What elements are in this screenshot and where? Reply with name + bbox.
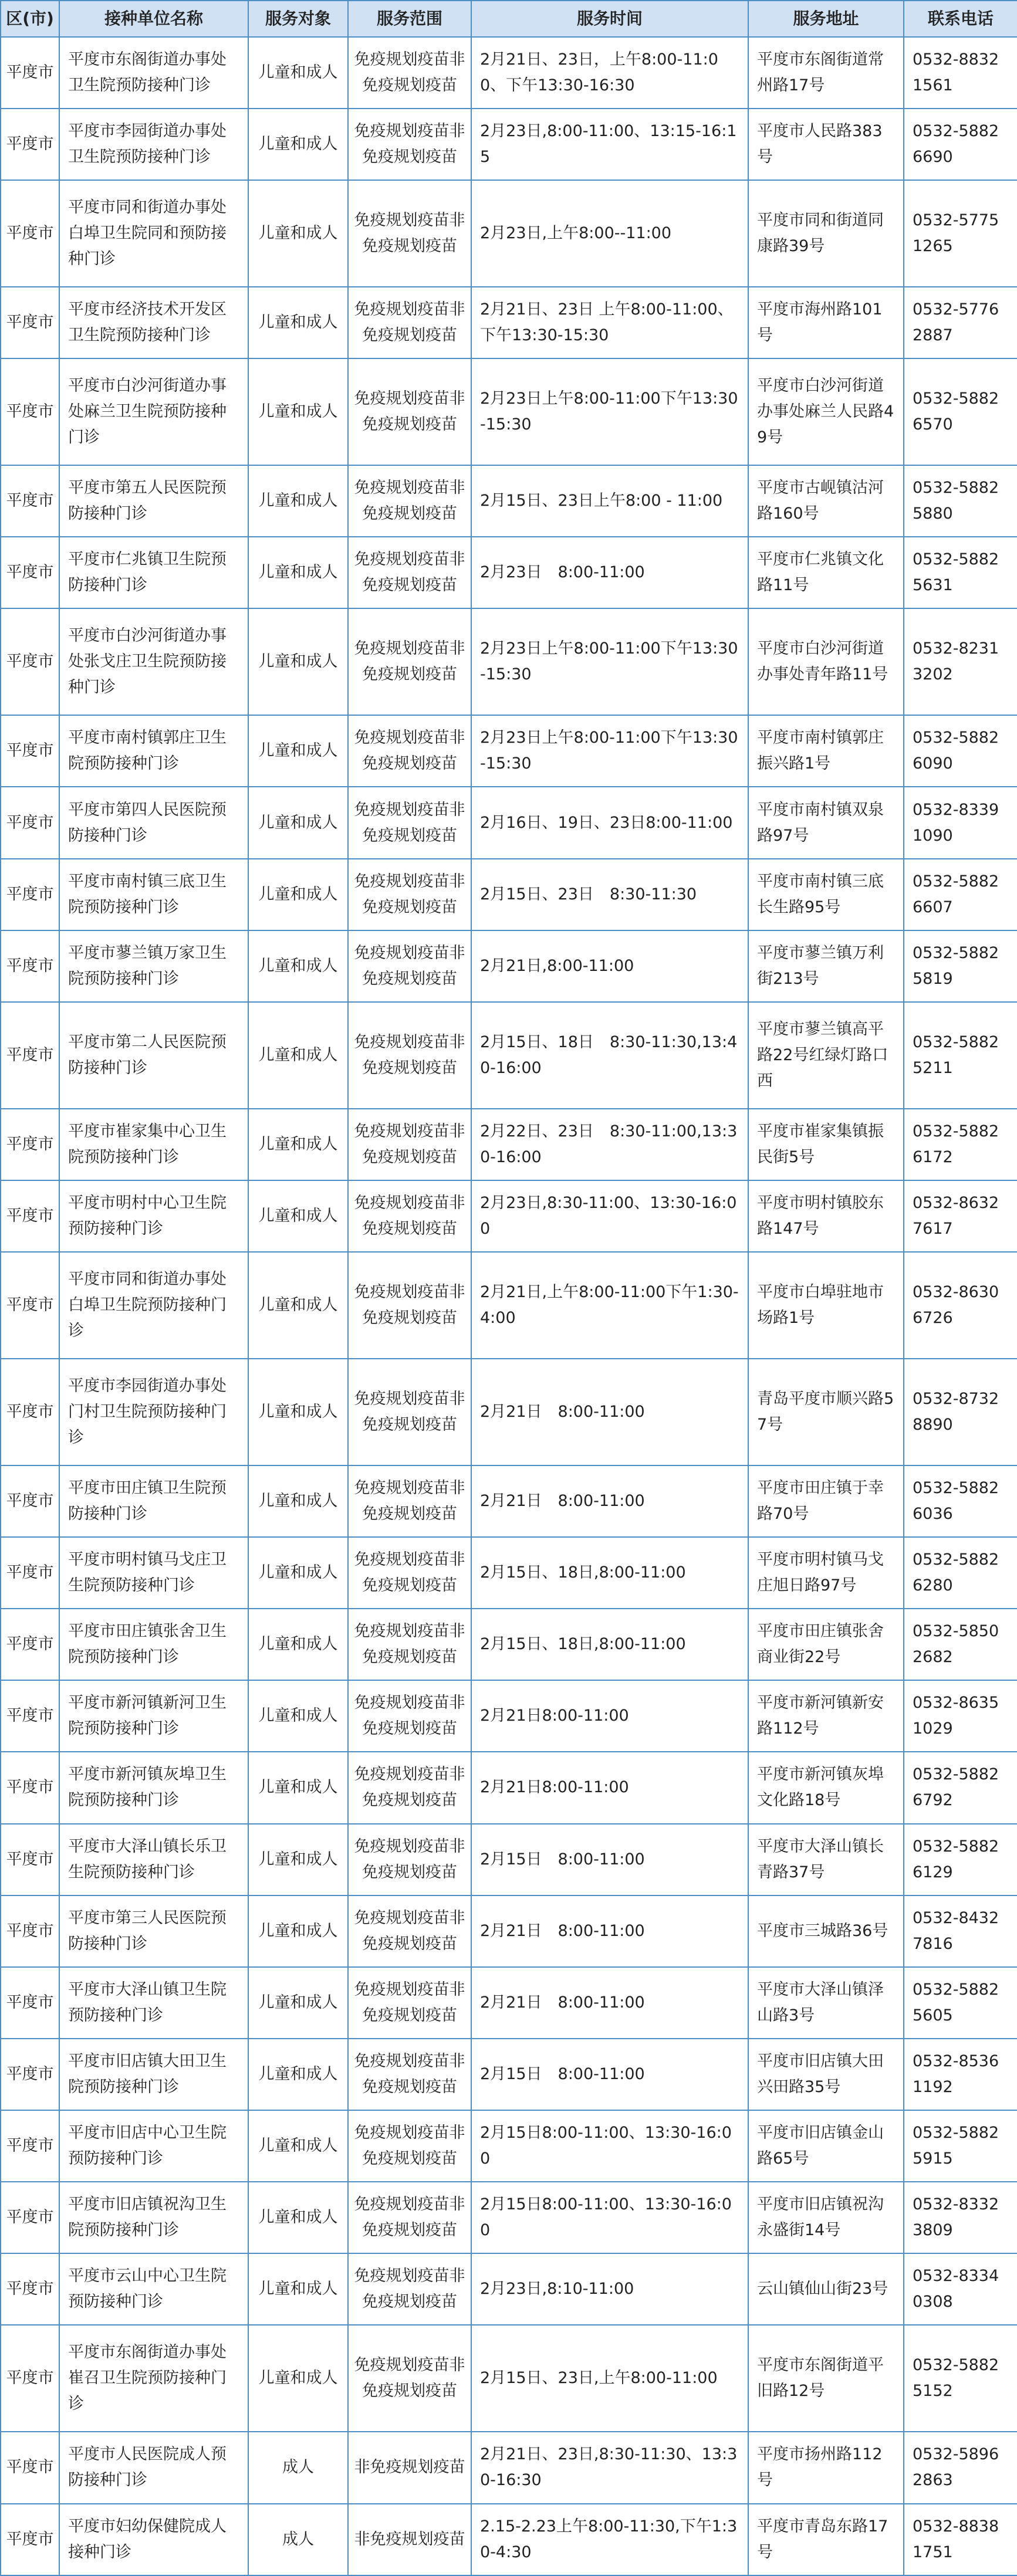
- phone-cell: 0532-58826792: [904, 1752, 1017, 1823]
- table-row: [1, 1609, 1017, 1680]
- district-cell: 平度市: [1, 859, 59, 930]
- service-target-cell: 儿童和成人: [248, 1002, 348, 1109]
- service-address-cell: 平度市白沙河街道办事处麻兰人民路49号: [748, 358, 904, 465]
- service-target-cell: 儿童和成人: [248, 1359, 348, 1465]
- phone-cell: 0532-86327617: [904, 1180, 1017, 1252]
- unit-name-cell: 平度市人民医院成人预防接种门诊: [59, 2432, 248, 2503]
- district-cell: 平度市: [1, 537, 59, 608]
- phone-cell: 0532-58825152: [904, 2325, 1017, 2432]
- phone-cell: 0532-83340308: [904, 2253, 1017, 2325]
- table-row: [1, 1465, 1017, 1537]
- unit-name-cell: 平度市云山中心卫生院预防接种门诊: [59, 2253, 248, 2325]
- district-cell: 平度市: [1, 2182, 59, 2253]
- service-scope-cell: 免疫规划疫苗非免疫规划疫苗: [348, 1537, 471, 1609]
- service-address-cell: 平度市新河镇灰埠文化路18号: [748, 1752, 904, 1823]
- district-cell: 平度市: [1, 608, 59, 715]
- unit-name-cell: 平度市旧店镇大田卫生院预防接种门诊: [59, 2039, 248, 2110]
- table-row: [1, 287, 1017, 358]
- service-time-cell: 2月21日、23日 上午8:00-11:00、下午13:30-15:30: [471, 287, 748, 358]
- service-scope-cell: 免疫规划疫苗非免疫规划疫苗: [348, 1109, 471, 1180]
- phone-cell: 0532-84327816: [904, 1895, 1017, 1967]
- service-scope-cell: 免疫规划疫苗非免疫规划疫苗: [348, 859, 471, 930]
- service-time-cell: 2月15日、18日,8:00-11:00: [471, 1609, 748, 1680]
- service-scope-cell: 免疫规划疫苗非免疫规划疫苗: [348, 2110, 471, 2182]
- table-row: [1, 1252, 1017, 1359]
- unit-name-cell: 平度市旧店中心卫生院预防接种门诊: [59, 2110, 248, 2182]
- service-scope-cell: 免疫规划疫苗非免疫规划疫苗: [348, 109, 471, 180]
- table-row: [1, 859, 1017, 930]
- service-address-cell: 平度市三城路36号: [748, 1895, 904, 1967]
- district-cell: 平度市: [1, 1002, 59, 1109]
- table-body: [1, 37, 1017, 2575]
- phone-cell: 0532-58825605: [904, 1967, 1017, 2039]
- unit-name-cell: 平度市新河镇新河卫生院预防接种门诊: [59, 1680, 248, 1752]
- unit-name-cell: 平度市第五人民医院预防接种门诊: [59, 465, 248, 537]
- service-address-cell: 平度市新河镇新安路112号: [748, 1680, 904, 1752]
- service-time-cell: 2月23日上午8:00-11:00下午13:30-15:30: [471, 608, 748, 715]
- table-row: [1, 465, 1017, 537]
- district-cell: 平度市: [1, 109, 59, 180]
- phone-cell: 0532-58826607: [904, 859, 1017, 930]
- service-target-cell: 儿童和成人: [248, 1609, 348, 1680]
- unit-name-cell: 平度市同和街道办事处白埠卫生院同和预防接种门诊: [59, 180, 248, 287]
- table-row: [1, 2504, 1017, 2576]
- district-cell: 平度市: [1, 1967, 59, 2039]
- table-row: [1, 109, 1017, 180]
- district-cell: 平度市: [1, 1465, 59, 1537]
- service-time-cell: 2月22日、23日 8:30-11:00,13:30-16:00: [471, 1109, 748, 1180]
- service-target-cell: 儿童和成人: [248, 608, 348, 715]
- service-address-cell: 平度市白沙河街道办事处青年路11号: [748, 608, 904, 715]
- district-cell: 平度市: [1, 715, 59, 787]
- service-scope-cell: 免疫规划疫苗非免疫规划疫苗: [348, 1680, 471, 1752]
- district-cell: 平度市: [1, 2325, 59, 2432]
- service-scope-cell: 免疫规划疫苗非免疫规划疫苗: [348, 1967, 471, 2039]
- unit-name-cell: 平度市第二人民医院预防接种门诊: [59, 1002, 248, 1109]
- unit-name-cell: 平度市崔家集中心卫生院预防接种门诊: [59, 1109, 248, 1180]
- service-address-cell: 平度市蓼兰镇万利街213号: [748, 930, 904, 1002]
- table-row: [1, 2432, 1017, 2503]
- table-row: [1, 2253, 1017, 2325]
- table-row: [1, 1002, 1017, 1109]
- service-scope-cell: 免疫规划疫苗非免疫规划疫苗: [348, 2182, 471, 2253]
- phone-cell: 0532-58502682: [904, 1609, 1017, 1680]
- service-time-cell: 2月23日上午8:00-11:00下午13:30-15:30: [471, 358, 748, 465]
- unit-name-cell: 平度市白沙河街道办事处张戈庄卫生院预防接种门诊: [59, 608, 248, 715]
- unit-name-cell: 平度市大泽山镇卫生院预防接种门诊: [59, 1967, 248, 2039]
- table-row: [1, 1824, 1017, 1895]
- district-cell: 平度市: [1, 287, 59, 358]
- service-address-cell: 平度市旧店镇祝沟永盛街14号: [748, 2182, 904, 2253]
- district-cell: 平度市: [1, 1109, 59, 1180]
- service-target-cell: 儿童和成人: [248, 1752, 348, 1823]
- table-row: [1, 715, 1017, 787]
- service-time-cell: 2月21日 8:00-11:00: [471, 1465, 748, 1537]
- district-cell: 平度市: [1, 1824, 59, 1895]
- service-time-cell: 2月21日、23日,8:30-11:30、13:30-16:30: [471, 2432, 748, 2503]
- service-target-cell: 儿童和成人: [248, 1967, 348, 2039]
- service-time-cell: 2月23日,8:10-11:00: [471, 2253, 748, 2325]
- service-scope-cell: 免疫规划疫苗非免疫规划疫苗: [348, 1252, 471, 1359]
- service-time-cell: 2.15-2.23上午8:00-11:30,下午1:30-4:30: [471, 2504, 748, 2576]
- phone-cell: 0532-58825915: [904, 2110, 1017, 2182]
- service-time-cell: 2月16日、19日、23日8:00-11:00: [471, 787, 748, 858]
- header-service-target: 服务对象: [248, 1, 348, 37]
- district-cell: 平度市: [1, 930, 59, 1002]
- service-time-cell: 2月15日、23日 8:30-11:30: [471, 859, 748, 930]
- service-scope-cell: 免疫规划疫苗非免疫规划疫苗: [348, 930, 471, 1002]
- service-target-cell: 儿童和成人: [248, 787, 348, 858]
- service-address-cell: 平度市白埠驻地市场路1号: [748, 1252, 904, 1359]
- service-time-cell: 2月15日、18日,8:00-11:00: [471, 1537, 748, 1609]
- service-address-cell: 平度市海州路101号: [748, 287, 904, 358]
- header-row: [1, 1, 1017, 37]
- service-target-cell: 成人: [248, 2504, 348, 2576]
- phone-cell: 0532-57751265: [904, 180, 1017, 287]
- phone-cell: 0532-58826036: [904, 1465, 1017, 1537]
- service-target-cell: 儿童和成人: [248, 2110, 348, 2182]
- service-scope-cell: 免疫规划疫苗非免疫规划疫苗: [348, 358, 471, 465]
- header-unit-name: 接种单位名称: [59, 1, 248, 37]
- phone-cell: 0532-58825819: [904, 930, 1017, 1002]
- service-time-cell: 2月15日 8:00-11:00: [471, 1824, 748, 1895]
- district-cell: 平度市: [1, 358, 59, 465]
- service-address-cell: 平度市仁兆镇文化路11号: [748, 537, 904, 608]
- service-address-cell: 平度市大泽山镇泽山路3号: [748, 1967, 904, 2039]
- service-time-cell: 2月15日8:00-11:00、13:30-16:00: [471, 2110, 748, 2182]
- service-scope-cell: 免疫规划疫苗非免疫规划疫苗: [348, 787, 471, 858]
- phone-cell: 0532-88381751: [904, 2504, 1017, 2576]
- service-target-cell: 儿童和成人: [248, 1252, 348, 1359]
- table-row: [1, 930, 1017, 1002]
- district-cell: 平度市: [1, 2253, 59, 2325]
- table-row: [1, 180, 1017, 287]
- district-cell: 平度市: [1, 1895, 59, 1967]
- service-scope-cell: 免疫规划疫苗非免疫规划疫苗: [348, 608, 471, 715]
- service-target-cell: 儿童和成人: [248, 287, 348, 358]
- district-cell: 平度市: [1, 2504, 59, 2576]
- service-target-cell: 儿童和成人: [248, 465, 348, 537]
- service-scope-cell: 免疫规划疫苗非免疫规划疫苗: [348, 180, 471, 287]
- phone-cell: 0532-85361192: [904, 2039, 1017, 2110]
- phone-cell: 0532-58826090: [904, 715, 1017, 787]
- service-address-cell: 平度市南村镇三底长生路95号: [748, 859, 904, 930]
- service-scope-cell: 免疫规划疫苗非免疫规划疫苗: [348, 37, 471, 109]
- unit-name-cell: 平度市田庄镇张舍卫生院预防接种门诊: [59, 1609, 248, 1680]
- service-time-cell: 2月15日、23日,上午8:00-11:00: [471, 2325, 748, 2432]
- service-time-cell: 2月21日 8:00-11:00: [471, 1895, 748, 1967]
- unit-name-cell: 平度市妇幼保健院成人接种门诊: [59, 2504, 248, 2576]
- service-scope-cell: 免疫规划疫苗非免疫规划疫苗: [348, 1465, 471, 1537]
- service-target-cell: 儿童和成人: [248, 1895, 348, 1967]
- service-address-cell: 云山镇仙山街23号: [748, 2253, 904, 2325]
- service-time-cell: 2月15日 8:00-11:00: [471, 2039, 748, 2110]
- service-address-cell: 平度市崔家集镇振民街5号: [748, 1109, 904, 1180]
- service-time-cell: 2月21日 8:00-11:00: [471, 1359, 748, 1465]
- service-address-cell: 平度市东阁街道常州路17号: [748, 37, 904, 109]
- phone-cell: 0532-58826172: [904, 1109, 1017, 1180]
- service-scope-cell: 免疫规划疫苗非免疫规划疫苗: [348, 2253, 471, 2325]
- service-time-cell: 2月21日,8:00-11:00: [471, 930, 748, 1002]
- service-time-cell: 2月15日、18日 8:30-11:30,13:40-16:00: [471, 1002, 748, 1109]
- service-time-cell: 2月15日、23日上午8:00 - 11:00: [471, 465, 748, 537]
- service-target-cell: 儿童和成人: [248, 2182, 348, 2253]
- service-scope-cell: 免疫规划疫苗非免疫规划疫苗: [348, 1359, 471, 1465]
- district-cell: 平度市: [1, 465, 59, 537]
- table-row: [1, 1680, 1017, 1752]
- table-row: [1, 358, 1017, 465]
- phone-cell: 0532-82313202: [904, 608, 1017, 715]
- unit-name-cell: 平度市仁兆镇卫生院预防接种门诊: [59, 537, 248, 608]
- service-address-cell: 平度市蓼兰镇高平路22号红绿灯路口西: [748, 1002, 904, 1109]
- service-scope-cell: 免疫规划疫苗非免疫规划疫苗: [348, 1002, 471, 1109]
- service-address-cell: 平度市南村镇双泉路97号: [748, 787, 904, 858]
- unit-name-cell: 平度市李园街道办事处门村卫生院预防接种门诊: [59, 1359, 248, 1465]
- district-cell: 平度市: [1, 37, 59, 109]
- service-target-cell: 儿童和成人: [248, 1465, 348, 1537]
- district-cell: 平度市: [1, 787, 59, 858]
- district-cell: 平度市: [1, 1609, 59, 1680]
- service-target-cell: 儿童和成人: [248, 1680, 348, 1752]
- unit-name-cell: 平度市同和街道办事处白埠卫生院预防接种门诊: [59, 1252, 248, 1359]
- table-row: [1, 1109, 1017, 1180]
- unit-name-cell: 平度市李园街道办事处卫生院预防接种门诊: [59, 109, 248, 180]
- service-target-cell: 成人: [248, 2432, 348, 2503]
- service-scope-cell: 免疫规划疫苗非免疫规划疫苗: [348, 1824, 471, 1895]
- service-address-cell: 平度市田庄镇张舍商业街22号: [748, 1609, 904, 1680]
- service-address-cell: 平度市东阁街道平旧路12号: [748, 2325, 904, 2432]
- service-time-cell: 2月23日,上午8:00--11:00: [471, 180, 748, 287]
- header-service-scope: 服务范围: [348, 1, 471, 37]
- unit-name-cell: 平度市蓼兰镇万家卫生院预防接种门诊: [59, 930, 248, 1002]
- unit-name-cell: 平度市明村中心卫生院预防接种门诊: [59, 1180, 248, 1252]
- service-address-cell: 平度市旧店镇金山路65号: [748, 2110, 904, 2182]
- service-address-cell: 平度市明村镇马戈庄旭日路97号: [748, 1537, 904, 1609]
- table-row: [1, 1752, 1017, 1823]
- service-scope-cell: 免疫规划疫苗非免疫规划疫苗: [348, 1180, 471, 1252]
- service-target-cell: 儿童和成人: [248, 1537, 348, 1609]
- table-row: [1, 608, 1017, 715]
- unit-name-cell: 平度市南村镇三底卫生院预防接种门诊: [59, 859, 248, 930]
- district-cell: 平度市: [1, 2432, 59, 2503]
- service-address-cell: 平度市同和街道同康路39号: [748, 180, 904, 287]
- service-target-cell: 儿童和成人: [248, 180, 348, 287]
- district-cell: 平度市: [1, 1537, 59, 1609]
- service-target-cell: 儿童和成人: [248, 859, 348, 930]
- district-cell: 平度市: [1, 2110, 59, 2182]
- phone-cell: 0532-86351029: [904, 1680, 1017, 1752]
- unit-name-cell: 平度市明村镇马戈庄卫生院预防接种门诊: [59, 1537, 248, 1609]
- service-target-cell: 儿童和成人: [248, 537, 348, 608]
- service-address-cell: 平度市明村镇胶东路147号: [748, 1180, 904, 1252]
- service-time-cell: 2月21日8:00-11:00: [471, 1680, 748, 1752]
- service-time-cell: 2月23日上午8:00-11:00下午13:30-15:30: [471, 715, 748, 787]
- district-cell: 平度市: [1, 2039, 59, 2110]
- phone-cell: 0532-83323809: [904, 2182, 1017, 2253]
- service-scope-cell: 非免疫规划疫苗: [348, 2432, 471, 2503]
- service-address-cell: 平度市青岛东路17号: [748, 2504, 904, 2576]
- table-row: [1, 2110, 1017, 2182]
- service-time-cell: 2月21日 8:00-11:00: [471, 1967, 748, 2039]
- header-district: 区(市): [1, 1, 59, 37]
- service-target-cell: 儿童和成人: [248, 2039, 348, 2110]
- header-service-time: 服务时间: [471, 1, 748, 37]
- service-scope-cell: 免疫规划疫苗非免疫规划疫苗: [348, 537, 471, 608]
- unit-name-cell: 平度市东阁街道办事处卫生院预防接种门诊: [59, 37, 248, 109]
- district-cell: 平度市: [1, 1752, 59, 1823]
- table-row: [1, 2182, 1017, 2253]
- unit-name-cell: 平度市南村镇郭庄卫生院预防接种门诊: [59, 715, 248, 787]
- service-scope-cell: 免疫规划疫苗非免疫规划疫苗: [348, 1752, 471, 1823]
- service-time-cell: 2月23日,8:30-11:00、13:30-16:00: [471, 1180, 748, 1252]
- table-row: [1, 1537, 1017, 1609]
- service-scope-cell: 免疫规划疫苗非免疫规划疫苗: [348, 465, 471, 537]
- service-address-cell: 平度市田庄镇于幸路70号: [748, 1465, 904, 1537]
- service-target-cell: 儿童和成人: [248, 358, 348, 465]
- service-time-cell: 2月15日8:00-11:00、13:30-16:00: [471, 2182, 748, 2253]
- unit-name-cell: 平度市东阁街道办事处崔召卫生院预防接种门诊: [59, 2325, 248, 2432]
- service-target-cell: 儿童和成人: [248, 1180, 348, 1252]
- service-target-cell: 儿童和成人: [248, 2325, 348, 2432]
- phone-cell: 0532-87328890: [904, 1359, 1017, 1465]
- phone-cell: 0532-58826129: [904, 1824, 1017, 1895]
- service-target-cell: 儿童和成人: [248, 2253, 348, 2325]
- service-target-cell: 儿童和成人: [248, 930, 348, 1002]
- service-scope-cell: 免疫规划疫苗非免疫规划疫苗: [348, 2039, 471, 2110]
- header-phone: 联系电话: [904, 1, 1017, 37]
- service-target-cell: 儿童和成人: [248, 1109, 348, 1180]
- service-scope-cell: 免疫规划疫苗非免疫规划疫苗: [348, 1609, 471, 1680]
- service-address-cell: 平度市古岘镇沽河路160号: [748, 465, 904, 537]
- unit-name-cell: 平度市田庄镇卫生院预防接种门诊: [59, 1465, 248, 1537]
- unit-name-cell: 平度市旧店镇祝沟卫生院预防接种门诊: [59, 2182, 248, 2253]
- table-row: [1, 2325, 1017, 2432]
- service-target-cell: 儿童和成人: [248, 715, 348, 787]
- service-address-cell: 平度市大泽山镇长青路37号: [748, 1824, 904, 1895]
- table-row: [1, 1359, 1017, 1465]
- phone-cell: 0532-58826570: [904, 358, 1017, 465]
- table-row: [1, 37, 1017, 109]
- phone-cell: 0532-83391090: [904, 787, 1017, 858]
- phone-cell: 0532-58962863: [904, 2432, 1017, 2503]
- service-time-cell: 2月23日 8:00-11:00: [471, 537, 748, 608]
- unit-name-cell: 平度市第四人民医院预防接种门诊: [59, 787, 248, 858]
- service-time-cell: 2月21日8:00-11:00: [471, 1752, 748, 1823]
- service-scope-cell: 免疫规划疫苗非免疫规划疫苗: [348, 715, 471, 787]
- district-cell: 平度市: [1, 180, 59, 287]
- service-target-cell: 儿童和成人: [248, 109, 348, 180]
- table-row: [1, 1895, 1017, 1967]
- unit-name-cell: 平度市新河镇灰埠卫生院预防接种门诊: [59, 1752, 248, 1823]
- phone-cell: 0532-58826690: [904, 109, 1017, 180]
- table-row: [1, 787, 1017, 858]
- phone-cell: 0532-58826280: [904, 1537, 1017, 1609]
- service-scope-cell: 免疫规划疫苗非免疫规划疫苗: [348, 287, 471, 358]
- service-address-cell: 平度市旧店镇大田兴田路35号: [748, 2039, 904, 2110]
- table-row: [1, 1967, 1017, 2039]
- phone-cell: 0532-86306726: [904, 1252, 1017, 1359]
- phone-cell: 0532-57762887: [904, 287, 1017, 358]
- phone-cell: 0532-58825880: [904, 465, 1017, 537]
- service-time-cell: 2月21日,上午8:00-11:00下午1:30-4:00: [471, 1252, 748, 1359]
- service-address-cell: 平度市人民路383号: [748, 109, 904, 180]
- service-target-cell: 儿童和成人: [248, 37, 348, 109]
- header-service-address: 服务地址: [748, 1, 904, 37]
- service-time-cell: 2月21日、23日，上午8:00-11:00、下午13:30-16:30: [471, 37, 748, 109]
- district-cell: 平度市: [1, 1180, 59, 1252]
- district-cell: 平度市: [1, 1252, 59, 1359]
- service-scope-cell: 免疫规划疫苗非免疫规划疫苗: [348, 2325, 471, 2432]
- service-address-cell: 平度市扬州路112号: [748, 2432, 904, 2503]
- service-time-cell: 2月23日,8:00-11:00、13:15-16:15: [471, 109, 748, 180]
- table-row: [1, 537, 1017, 608]
- unit-name-cell: 平度市大泽山镇长乐卫生院预防接种门诊: [59, 1824, 248, 1895]
- phone-cell: 0532-88321561: [904, 37, 1017, 109]
- table-row: [1, 2039, 1017, 2110]
- unit-name-cell: 平度市第三人民医院预防接种门诊: [59, 1895, 248, 1967]
- district-cell: 平度市: [1, 1359, 59, 1465]
- phone-cell: 0532-58825631: [904, 537, 1017, 608]
- service-scope-cell: 非免疫规划疫苗: [348, 2504, 471, 2576]
- phone-cell: 0532-58825211: [904, 1002, 1017, 1109]
- service-scope-cell: 免疫规划疫苗非免疫规划疫苗: [348, 1895, 471, 1967]
- unit-name-cell: 平度市经济技术开发区卫生院预防接种门诊: [59, 287, 248, 358]
- service-address-cell: 平度市南村镇郭庄振兴路1号: [748, 715, 904, 787]
- service-target-cell: 儿童和成人: [248, 1824, 348, 1895]
- service-address-cell: 青岛平度市顺兴路57号: [748, 1359, 904, 1465]
- district-cell: 平度市: [1, 1680, 59, 1752]
- unit-name-cell: 平度市白沙河街道办事处麻兰卫生院预防接种门诊: [59, 358, 248, 465]
- table-row: [1, 1180, 1017, 1252]
